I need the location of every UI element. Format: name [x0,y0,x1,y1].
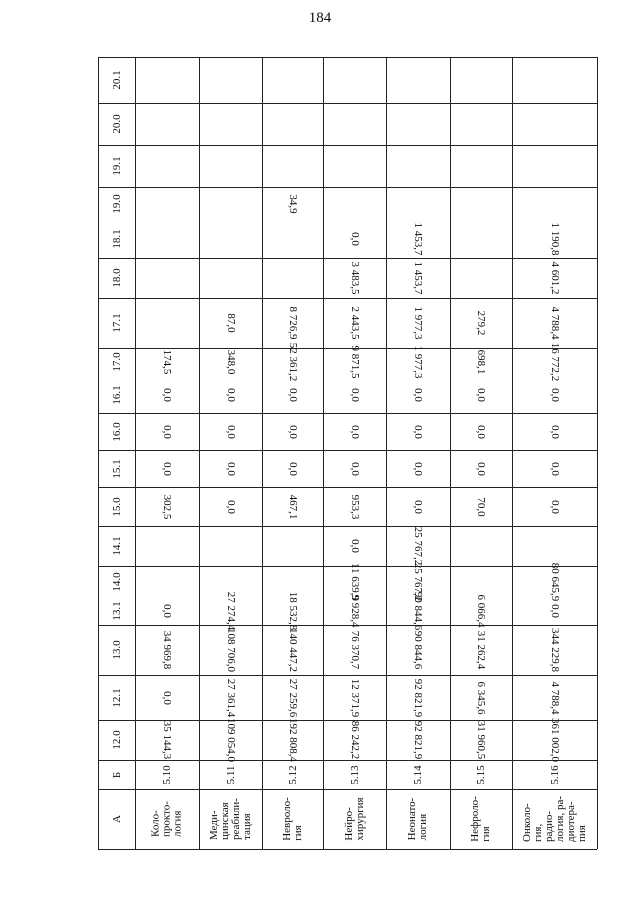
column-header: 15.1 [110,458,123,479]
table-cell: 174,5 [161,349,173,375]
table-cell: 0,0 [475,387,487,402]
table-cell: 140 447,2 [286,628,299,672]
table-cell: 90 844,6 [412,630,424,670]
table-cell: 4 788,4 [548,306,561,340]
row-code: 5.15 [475,764,487,785]
table-cell: 27 361,4 [224,678,237,717]
table-cell: 27 274,4 [224,591,237,631]
page-number: 184 [308,10,332,26]
table-rule [98,57,99,849]
table-cell: 0,0 [286,424,299,439]
column-header: 12.1 [110,687,123,708]
table-cell: 0,0 [224,387,237,402]
table-rule [98,526,597,527]
table-cell: 0,0 [412,387,424,402]
table-cell: 0,0 [548,424,561,439]
column-header-a: А [110,815,123,823]
table-cell: 0,0 [348,387,361,402]
table-cell: 0,0 [286,461,299,476]
column-header: 13.1 [110,601,123,621]
row-code: 5.14 [412,764,424,785]
column-header: 14.1 [110,536,123,556]
row-code: 5.11 [224,765,237,784]
column-header: 19.1 [110,156,123,176]
table-cell: 344 229,8 [548,628,561,672]
column-header: 17.1 [110,313,123,333]
column-header-b: Б [110,771,123,778]
table-cell: 92 821,9 [412,720,424,760]
table-cell: 361 002,0 [548,718,561,762]
row-code: 5.12 [286,764,299,785]
table-cell: 11 639,9 [348,562,361,601]
table-cell: 52 361,2 [286,342,299,382]
table-cell: 9 928,4 [348,594,361,628]
table-cell: 16 772,2 [548,342,561,382]
table-rule [98,413,597,414]
table-rule [98,258,597,259]
table-cell: 698,1 [475,349,487,375]
table-rule [98,789,597,790]
column-header: 14.0 [110,571,123,592]
table-cell: 80 645,9 [548,562,561,601]
table-cell: 467,1 [286,494,299,519]
table-cell: 0,0 [286,387,299,402]
row-name: Коло- прокто- логия [149,801,184,837]
table-cell: 3 483,5 [348,261,361,295]
table-cell: 4 788,4 [548,681,561,714]
table-cell: 0,0 [548,461,561,476]
table-cell: 27 259,6 [286,678,299,717]
table-rule [98,145,597,146]
table-rule [98,625,597,626]
table-cell: 25 767,2 [412,562,424,601]
table-cell: 6 066,4 [475,594,487,628]
column-header: 18.0 [110,268,123,288]
table-cell: 348,0 [224,349,237,375]
row-name: Неонато- логия [406,797,429,841]
table-cell: 34 969,8 [161,630,173,670]
table-cell: 109 054,0 [224,718,237,762]
column-header: 15.0 [110,496,123,517]
table-cell: 86 242,2 [348,720,361,760]
table-cell: 2 443,5 [348,306,361,340]
table-cell: 35 144,3 [161,720,173,760]
column-header: 17.0 [110,352,123,372]
table-cell: 1 977,3 [412,345,424,379]
table-rule [450,57,451,849]
column-header: 16.1 [110,384,123,405]
table-cell: 0,0 [161,424,173,439]
table-cell: 0,0 [548,387,561,402]
column-header: 16.0 [110,421,123,442]
table-rule [135,57,136,849]
table-cell: 0,0 [548,499,561,514]
table-cell: 6 345,6 [475,681,487,714]
table-cell: 0,0 [475,461,487,476]
table-rule [98,849,597,850]
table-cell: 87,0 [224,313,237,333]
row-name: Невроло- гия [280,797,304,841]
table-cell: 70,0 [475,496,487,517]
table-cell: 0,0 [161,604,173,618]
table-cell: 0,0 [412,461,424,476]
table-cell: 1 190,8 [548,222,561,256]
table-rule [98,187,597,188]
table-rule [597,57,598,849]
table-rule [98,450,597,451]
table-cell: 31 262,4 [475,630,487,670]
row-name: Онколо- гия, радио- логия, ра- диотера- пия [520,796,588,842]
table-cell: 0,0 [412,424,424,439]
table-cell: 18 532,8 [286,591,299,631]
table-cell: 0,0 [548,604,561,618]
table-cell: 0,0 [412,499,424,514]
table-cell: 0,0 [224,461,237,476]
table-rule [323,57,324,849]
table-cell: 1 453,7 [412,261,424,295]
table-rule [386,57,387,849]
column-header: 12.0 [110,730,123,750]
table-cell: 0,0 [224,499,237,514]
table-rule [98,566,597,567]
table-cell: 92 821,9 [412,678,424,717]
table-cell: 0,0 [161,461,173,476]
row-code: 5.16 [548,764,561,785]
table-rule [262,57,263,849]
table-cell: 953,3 [348,494,361,519]
table-cell: 302,5 [161,494,173,519]
table-cell: 1 453,7 [412,222,424,256]
table-cell: 0,0 [475,424,487,439]
table-rule [98,675,597,676]
row-code: 5.10 [161,764,173,785]
table-cell: 12 371,9 [348,678,361,717]
table-cell: 31 960,5 [475,720,487,760]
table-rule [512,57,513,849]
table-cell: 0,0 [348,461,361,476]
table-cell: 0,0 [161,387,173,402]
table-cell: 192 808,4 [286,718,299,762]
table-cell: 8 726,9 [286,306,299,340]
table-rule [98,103,597,104]
row-code: 5.13 [348,764,361,785]
table-cell: 4 601,2 [548,261,561,295]
table-cell: 76 370,7 [348,630,361,670]
column-header: 13.0 [110,640,123,660]
table-cell: 34,9 [286,193,299,214]
table-cell: 0,0 [161,690,173,705]
table-cell: 0,0 [348,424,361,439]
column-header: 19.0 [110,193,123,214]
column-header: 18.1 [110,229,123,249]
table-cell: 279,2 [475,310,487,336]
table-rule [98,760,597,761]
column-header: 20.1 [110,70,123,90]
row-name: Меди- цинская реабили- тация [207,798,253,840]
table-cell: 25 767,2 [412,526,424,566]
table-cell: 0,0 [348,232,361,246]
table-rule [199,57,200,849]
table-rule [98,298,597,299]
table-cell: 0,0 [224,424,237,439]
table-cell: 90 844,6 [412,591,424,631]
table-cell: 0,0 [348,539,361,553]
table-cell: 108 706,0 [224,628,237,672]
column-header: 20.0 [110,114,123,134]
table-cell: 1 977,3 [412,306,424,340]
row-name: Нейро- хирургия [342,797,366,841]
table-rule [98,487,597,488]
table-cell: 9 871,5 [348,345,361,379]
row-name: Нефроло- гия [469,796,492,842]
table-rule [98,57,597,58]
